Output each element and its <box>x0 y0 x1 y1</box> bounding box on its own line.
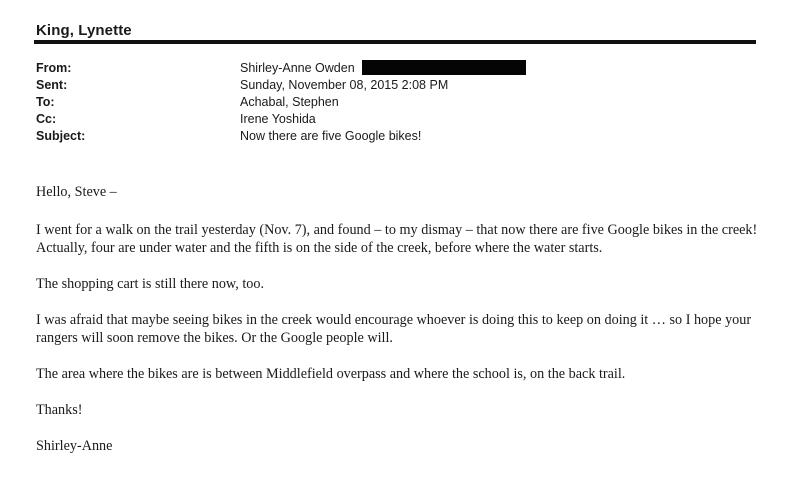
subject-label: Subject: <box>36 129 86 143</box>
message-paragraph: Thanks! <box>36 402 83 418</box>
sent-label: Sent: <box>36 78 68 92</box>
cc-row <box>36 111 448 128</box>
message-paragraph: I went for a walk on the trail yesterday (Nov. 7), and found – to my dismay – that now there are five Google bikes in the creek! Actually, four are under water and the fifth is on the side of the creek, before where the water starts. <box>36 222 758 256</box>
message-paragraph: The area where the bikes are is between Middlefield overpass and where the school is, on the back trail. <box>36 366 626 382</box>
to-row <box>36 94 448 111</box>
message-paragraph: The shopping cart is still there now, too. <box>36 276 265 292</box>
subject-row <box>36 128 448 145</box>
from-row <box>36 60 448 77</box>
message-paragraph: I was afraid that maybe seeing bikes in the creek would encourage whoever is doing this to keep on doing it … so I hope your rangers will soon remove the bikes. Or the Google people will. <box>36 312 752 346</box>
from-value: Shirley-Anne Owden <box>240 61 355 75</box>
to-value: Achabal, Stephen <box>240 95 339 109</box>
greeting: Hello, Steve – <box>36 184 117 200</box>
document-title: King, Lynette <box>36 22 132 39</box>
sent-row <box>36 77 448 94</box>
cc-label: Cc: <box>36 112 57 126</box>
redaction-bar <box>362 60 526 75</box>
to-label: To: <box>36 95 55 109</box>
email-headers <box>36 60 448 145</box>
cc-value: Irene Yoshida <box>240 112 316 126</box>
title-rule <box>34 40 756 44</box>
subject-value: Now there are five Google bikes! <box>240 129 422 143</box>
signature: Shirley-Anne <box>36 438 113 454</box>
message-body <box>36 183 766 473</box>
from-label: From: <box>36 61 72 75</box>
sent-value: Sunday, November 08, 2015 2:08 PM <box>240 78 449 92</box>
